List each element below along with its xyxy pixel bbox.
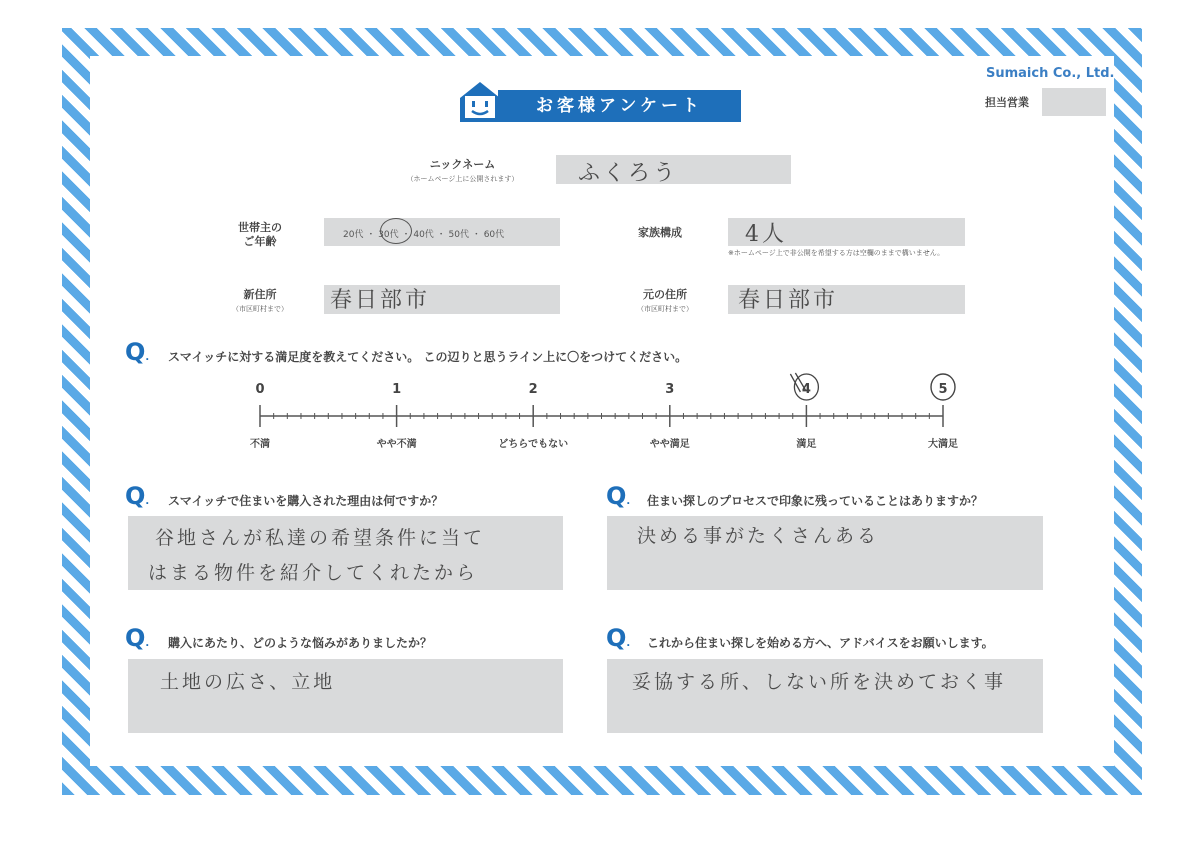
q2-mark — [125, 482, 149, 510]
scale-label-4: 満足 — [796, 439, 817, 450]
q1-mark-letter: Q — [125, 338, 146, 366]
q2-question: スマイッチで住まいを購入された理由は何ですか？ — [168, 494, 444, 508]
q2-answer-line1: 谷地さんが私達の希望条件に当て — [155, 527, 486, 549]
staff-label: 担当営業 — [985, 96, 1029, 109]
scale-number-4: 4 — [801, 382, 811, 397]
q3-answer: 決める事がたくさんある — [637, 525, 880, 547]
family-note: ※ホームページ上で非公開を希望する方は空欄のままで構いません。 — [728, 249, 945, 257]
old-address-value: 春日部市 — [738, 288, 839, 313]
age-label-line2: ご年齢 — [243, 235, 277, 248]
scale-label-5: 大満足 — [928, 439, 958, 450]
new-address-value: 春日部市 — [330, 288, 431, 313]
q5-mark-dot: . — [626, 638, 631, 649]
q1-question: スマイッチに対する満足度を教えてください。 この辺りと思うライン上に〇をつけてください。 — [168, 350, 688, 364]
nickname-label-text: ニックネーム — [429, 158, 496, 171]
scale-label-3: やや満足 — [649, 439, 690, 450]
nickname-value: ふくろう — [578, 161, 679, 186]
q4-mark — [125, 624, 149, 652]
q2-answer-line2: はまる物件を紹介してくれたから — [148, 562, 479, 584]
scale-number-5: 5 — [938, 382, 948, 397]
scale-number-3: 3 — [665, 382, 675, 397]
q4-question: 購入にあたり、どのような悩みがありましたか？ — [168, 636, 433, 650]
q5-question: これから住まい探しを始める方へ、アドバイスをお願いします。 — [647, 636, 994, 650]
q4-answer: 土地の広さ、立地 — [160, 671, 336, 693]
family-label: 家族構成 — [638, 226, 682, 239]
q3-mark-letter: Q — [606, 482, 627, 510]
scale-label-0: 不満 — [250, 439, 270, 450]
q3-mark — [606, 482, 630, 510]
q3-question: 住まい探しのプロセスで印象に残っていることはありますか？ — [647, 494, 984, 508]
scale-label-1: やや不満 — [376, 439, 417, 450]
nickname-sublabel: （ホームページ上に公開されます） — [406, 175, 519, 183]
age-label-line1: 世帯主の — [238, 221, 282, 234]
q2-mark-dot: . — [145, 496, 150, 507]
q2-mark-letter: Q — [125, 482, 146, 510]
age-options: 20代 ・ 30代 ・ 40代 ・ 50代 ・ 60代 — [343, 230, 505, 240]
company-name: Sumaich Co., Ltd. — [986, 66, 1115, 81]
survey-title: お客様アンケート — [498, 90, 741, 122]
q4-mark-dot: . — [145, 638, 150, 649]
q5-answer: 妥協する所、しない所を決めておく事 — [632, 671, 1007, 693]
scale-number-1: 1 — [392, 382, 402, 397]
old-address-label-text: 元の住所 — [643, 288, 687, 301]
scale-label-2: どちらでもない — [498, 439, 569, 450]
family-value: 4人 — [745, 222, 787, 247]
scale-number-2: 2 — [528, 382, 538, 397]
q5-mark-letter: Q — [606, 624, 627, 652]
q4-mark-letter: Q — [125, 624, 146, 652]
q5-mark — [606, 624, 630, 652]
new-address-label-text: 新住所 — [243, 288, 277, 301]
q1-mark-dot: . — [145, 352, 150, 363]
scale-number-0: 0 — [255, 382, 265, 397]
old-address-sublabel: （市区町村まで） — [637, 305, 693, 313]
new-address-sublabel: （市区町村まで） — [232, 305, 288, 313]
q3-mark-dot: . — [626, 496, 631, 507]
